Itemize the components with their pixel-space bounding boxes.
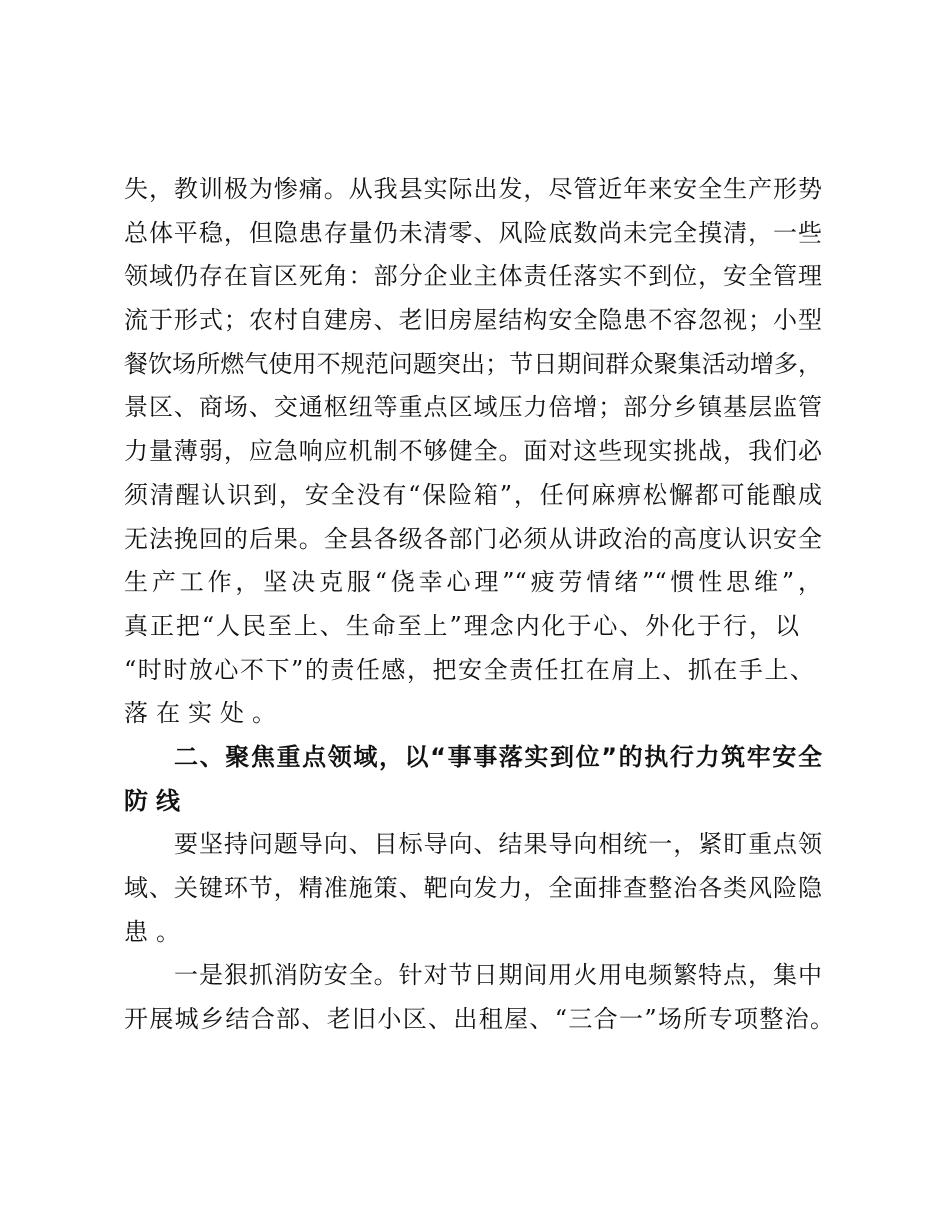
text-line: 领域仍存在盲区死角：部分企业主体责任落实不到位，安全管理 (124, 262, 822, 291)
paragraph-fire-safety (124, 954, 834, 1041)
text-line: 一是狠抓消防安全。针对节日期间用火用电频繁特点，集中 (174, 961, 822, 990)
text-line: 须清醒认识到，安全没有“保险箱”，任何麻痹松懈都可能酿成 (124, 480, 822, 509)
text-line: 流于形式；农村自建房、老旧房屋结构安全隐患不容忽视；小型 (124, 306, 822, 335)
section-heading (124, 736, 822, 823)
heading-line: 防线 (124, 786, 188, 815)
text-line: 要坚持问题导向、目标导向、结果导向相统一，紧盯重点领 (174, 830, 822, 859)
text-line: 景区、商场、交通枢纽等重点区域压力倍增；部分乡镇基层监管 (124, 393, 822, 422)
text-line: 失，教训极为惨痛。从我县实际出发，尽管近年来安全生产形势 (124, 175, 822, 203)
text-line: 无法挽回的后果。全县各级各部门必须从讲政治的高度认识安全 (124, 524, 822, 553)
text-line: 落在实处。 (124, 699, 284, 728)
text-line: 总体平稳，但隐患存量仍未清零、风险底数尚未完全摸清，一些 (124, 218, 822, 247)
paragraph-context (124, 168, 822, 736)
text-line: 生产工作，坚决克服“侥幸心理”“疲劳情绪”“惯性思维”， (124, 568, 822, 597)
text-line: “时时放心不下”的责任感，把安全责任扛在肩上、抓在手上、 (124, 655, 814, 684)
paragraph-intro (124, 823, 822, 954)
text-line: 力量薄弱，应急响应机制不够健全。面对这些现实挑战，我们必 (124, 437, 822, 466)
heading-line: 二、聚焦重点领域，以“事事落实到位”的执行力筑牢安全 (174, 742, 822, 771)
text-line: 患。 (124, 917, 188, 946)
text-line: 域、关键环节，精准施策、靶向发力，全面排查整治各类风险隐 (124, 874, 822, 902)
document-page (124, 168, 834, 1042)
text-line: 开展城乡结合部、老旧小区、出租屋、“三合一”场所专项整治。 (124, 1005, 834, 1034)
text-line: 真正把“人民至上、生命至上”理念内化于心、外化于行，以 (124, 611, 799, 640)
text-line: 餐饮场所燃气使用不规范问题突出；节日期间群众聚集活动增多， (124, 349, 822, 378)
